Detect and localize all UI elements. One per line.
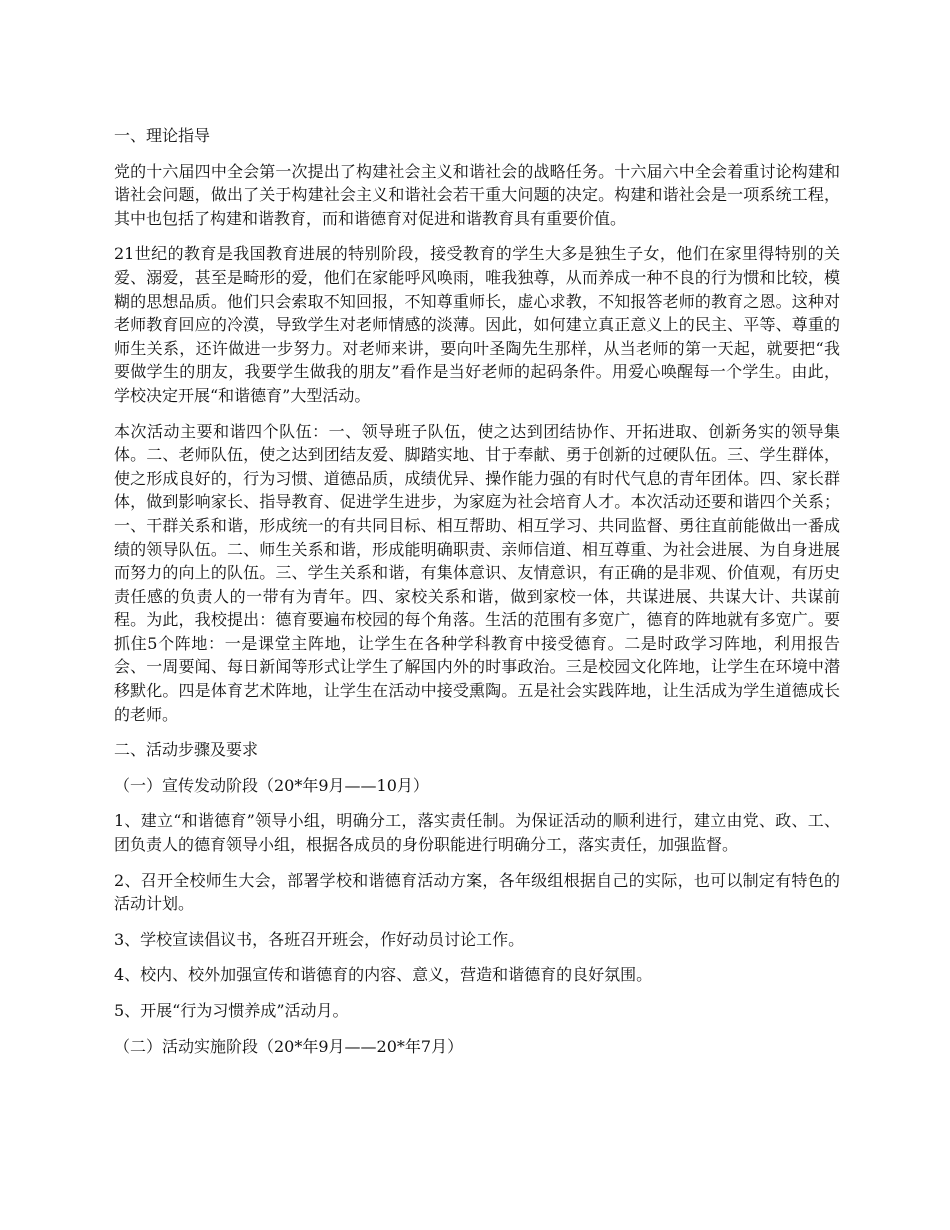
paragraph-21st-century-education: 21世纪的教育是我国教育进展的特别阶段，接受教育的学生大多是独生子女，他们在家里得特别的关爱、溺爱，甚至是畸形的爱，他们在家能呼风唤雨，唯我独尊，从而养成一种不良的行为惯和比较，模糊的思想品质。他们只会索取不知回报，不知尊重师长，虚心求教，不知报答老师的教育之恩。这种对老师教育回应的冷漠，导致学生对老师情感的淡薄。因此，如何建立真正意义上的民主、平等、尊重的师生关系，还许做进一步努力。对老师来讲，要向叶圣陶先生那样，从当老师的第一天起，就要把“我要做学生的朋友，我要学生做我的朋友”看作是当好老师的起码条件。用爱心唤醒每一个学生。由此，学校决定开展“和谐德育”大型活动。: [114, 244, 840, 405]
list-item-1: 1、建立“和谐德育”领导小组，明确分工，落实责任制。为保证活动的顺利进行，建立由党、政、工、团负责人的德育领导小组，根据各成员的身份职能进行明确分工，落实责任，加强监督。: [114, 811, 840, 855]
section-heading-steps: 二、活动步骤及要求: [114, 740, 259, 760]
paragraph-four-teams: 本次活动主要和谐四个队伍：一、领导班子队伍，使之达到团结协作、开拓进取、创新务实的领导集体。二、老师队伍，使之达到团结友爱、脚踏实地、甘于奉献、勇于创新的过硬队伍。三、学生群体，使之形成良好的，行为习惯、道德品质，成绩优异、操作能力强的有时代气息的青年团体。四、家长群体，做到影响家长、指导教育、促进学生进步，为家庭为社会培育人才。本次活动还要和谐四个关系；一、干群关系和谐，形成统一的有共同目标、相互帮助、相互学习、共同监督、勇往直前能做出一番成绩的领导队伍。二、师生关系和谐，形成能明确职责、亲师信道、相互尊重、为社会进展、为自身进展而努力的向上的队伍。三、学生关系和谐，有集体意识、友情意识，有正确的是非观、价值观，有历史责任感的负责人的一带有为青年。四、家校关系和谐，做到家校一体，共谋进展、共谋大计、共谋前程。为此，我校提出：德育要遍布校园的每个角落。生活的范围有多宽广，德育的阵地就有多宽广。要抓住5个阵地：一是课堂主阵地，让学生在各种学科教育中接受德育。二是时政学习阵地，利用报告会、一周要闻、每日新闻等形式让学生了解国内外的时事政治。三是校园文化阵地，让学生在环境中潜移默化。四是体育艺术阵地，让学生在活动中接受熏陶。五是社会实践阵地，让生活成为学生道德成长的老师。: [114, 421, 840, 724]
list-item-5: 5、开展“行为习惯养成”活动月。: [114, 1001, 349, 1020]
list-item-4: 4、校内、校外加强宣传和谐德育的内容、意义，营造和谐德育的良好氛围。: [114, 965, 653, 985]
paragraph-background: 党的十六届四中全会第一次提出了构建社会主义和谐社会的战略任务。十六届六中全会着重讨论构建和谐社会问题，做出了关于构建社会主义和谐社会若干重大问题的决定。构建和谐社会是一项系统工程，其中也包括了构建和谐教育，而和谐德育对促进和谐教育具有重要价值。: [114, 161, 840, 228]
subheading-implementation-stage: （二）活动实施阶段（20*年9月——20*年7月）: [114, 1036, 464, 1056]
list-item-3: 3、学校宣读倡议书，各班召开班会，作好动员讨论工作。: [114, 929, 525, 949]
section-heading-theory: 一、理论指导: [114, 126, 211, 145]
subheading-publicity-stage: （一）宣传发动阶段（20*年9月——10月）: [114, 775, 429, 795]
list-item-2: 2、召开全校师生大会，部署学校和谐德育活动方案，各年级组根据自己的实际，也可以制定有特色的活动计划。: [114, 870, 840, 914]
document-page: [114, 124, 840, 1070]
